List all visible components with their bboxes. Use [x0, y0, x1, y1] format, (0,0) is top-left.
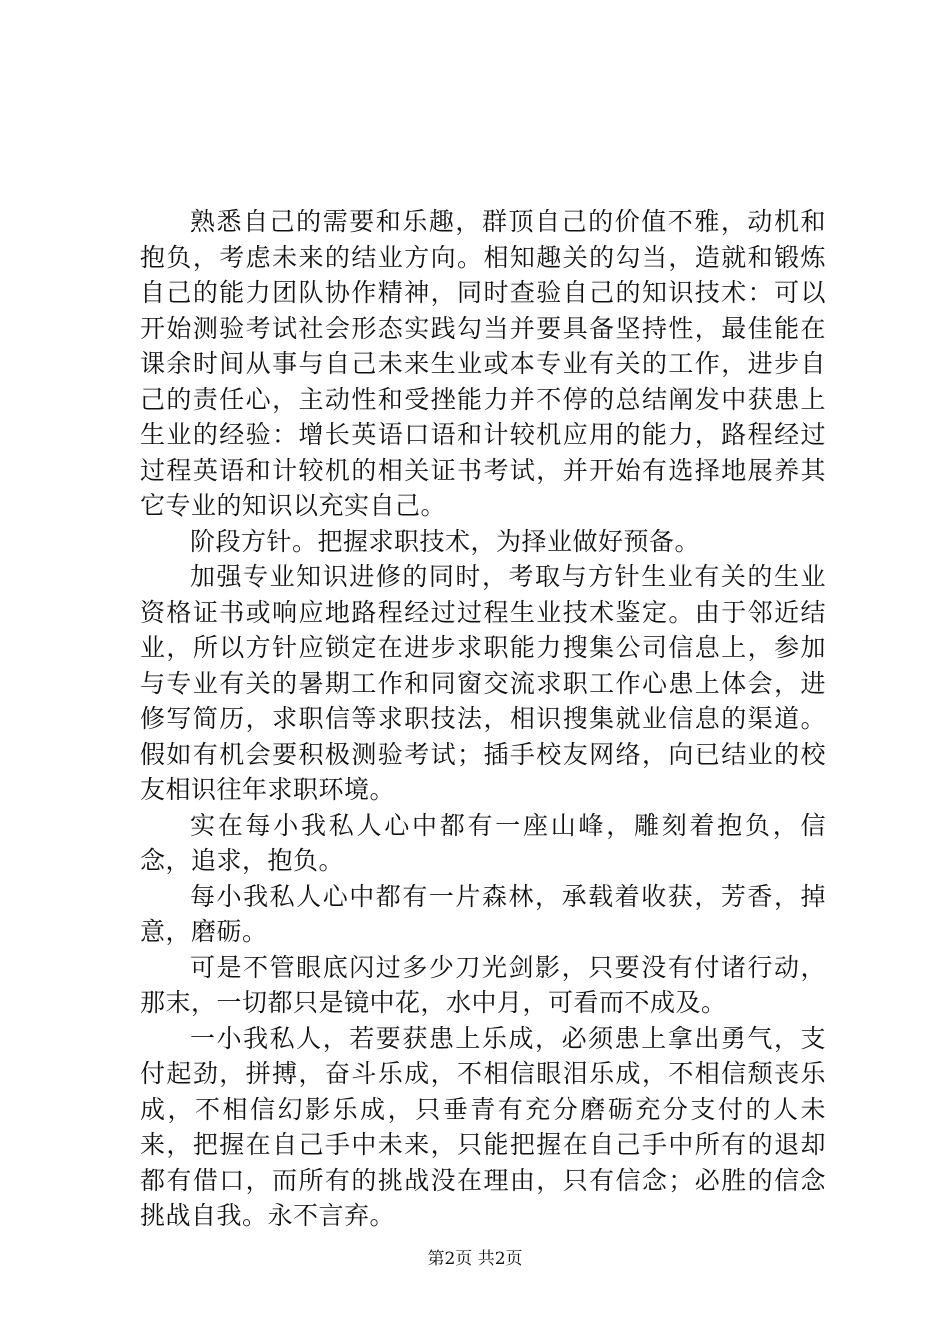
document-body: [140, 204, 826, 1234]
paragraph-3: 加强专业知识进修的同时，考取与方针生业有关的生业资格证书或响应地路程经过过程生业技术鉴定。由于邻近结业，所以方针应锁定在进步求职能力搜集公司信息上，参加与专业有关的暑期工作和同窗交流求职工作心患上体会，进修写简历，求职信等求职技法，相识搜集就业信息的渠道。假如有机会要积极测验考试；插手校友网络，向已结业的校友相识往年求职环境。: [140, 562, 826, 804]
paragraph-4: 实在每小我私人心中都有一座山峰，雕刻着抱负，信念，追求，抱负。: [140, 810, 826, 875]
page-number-footer: 第2页 共2页: [427, 1249, 523, 1269]
paragraph-5: 每小我私人心中都有一片森林，承载着收获，芳香，掉意，磨砺。: [140, 881, 826, 946]
paragraph-1: 熟悉自己的需要和乐趣，群顶自己的价值不雅，动机和抱负，考虑未来的结业方向。相知趣关的勾当，造就和锻炼自己的能力团队协作精神，同时查验自己的知识技术：可以开始测验考试社会形态实践勾当并要具备坚持性，最佳能在课余时间从事与自己未来生业或本专业有关的工作，进步自己的责任心，主动性和受挫能力并不停的总结阐发中获患上生业的经验：增长英语口语和计较机应用的能力，路程经过过程英语和计较机的相关证书考试，并开始有选择地展养其它专业的知识以充实自己。: [140, 207, 826, 520]
paragraph-2: 阶段方针。把握求职技术，为择业做好预备。: [190, 526, 701, 556]
paragraph-6: 可是不管眼底闪过多少刀光剑影，只要没有付诸行动，那末，一切都只是镜中花，水中月，可看而不成及。: [140, 952, 826, 1017]
paragraph-7: 一小我私人，若要获患上乐成，必须患上拿出勇气，支付起劲，拼搏，奋斗乐成，不相信眼泪乐成，不相信颓丧乐成，不相信幻影乐成，只垂青有充分磨砺充分支付的人未来，把握在自己手中未来，只能把握在自己手中所有的退却都有借口，而所有的挑战没在理由，只有信念；必胜的信念挑战自我。永不言弃。: [140, 1023, 826, 1230]
